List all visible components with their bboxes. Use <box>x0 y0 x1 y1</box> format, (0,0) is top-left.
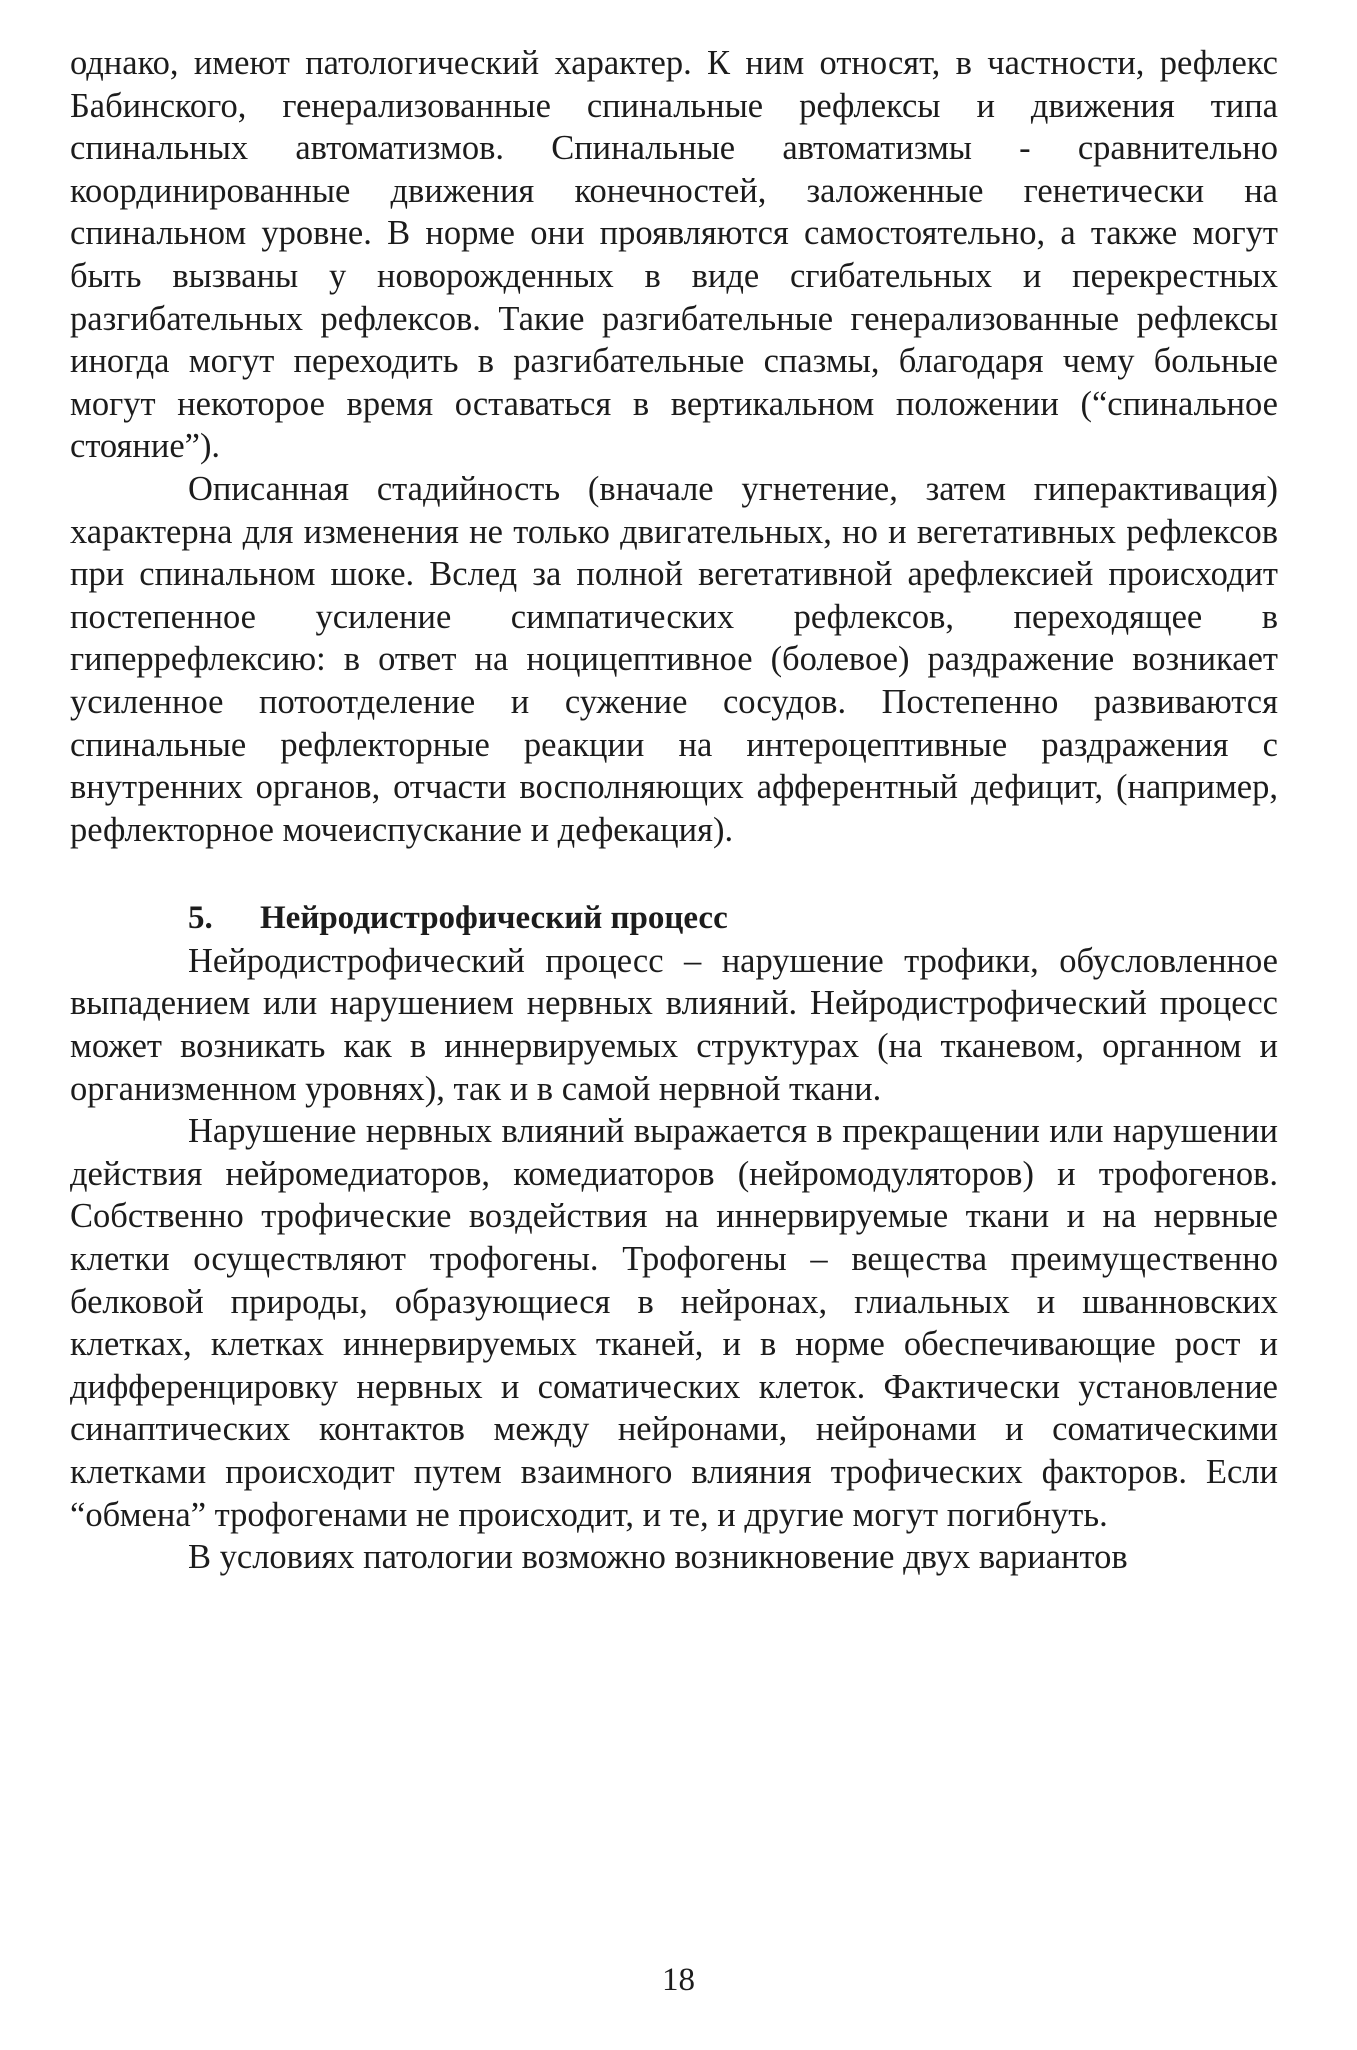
paragraph-definition: Нейродистрофический процесс – нарушение трофики, обусловленное выпадением или нарушением нервных влияний. Нейродистрофический процесс может возникать как в иннервируемых структурах (на тканевом, органном и организменном уровнях), так и в самой нервной ткани. <box>70 941 1278 1108</box>
page-body <box>70 42 1278 1579</box>
section-heading <box>70 897 1278 940</box>
section-title: Нейродистрофический процесс <box>260 900 728 937</box>
paragraph-continuation: однако, имеют патологический характер. К ним относят, в частности, рефлекс Бабинского, генерализованные спинальные рефлексы и движения типа спинальных автоматизмов. Спинальные автоматизмы - сравнительно координированные движения конечностей, заложенные генетически на спинальном уровне. В норме они проявляются самостоятельно, а также могут быть вызваны у новорожденных в виде сгибательных и перекрестных разгибательных рефлексов. Такие разгибательные генерализованные рефлексы иногда могут переходить в разгибательные спазмы, благодаря чему больные могут некоторое время оставаться в вертикальном положении (“спинальное стояние”). <box>70 44 1278 466</box>
paragraph-trophogens: Нарушение нервных влияний выражается в прекращении или нарушении действия нейромедиаторов, комедиаторов (нейромодуляторов) и трофогенов. Собственно трофические воздействия на иннервируемые ткани и на нервные клетки осуществляют трофогены. Трофогены – вещества преимущественно белковой природы, образующиеся в нейронах, глиальных и шванновских клетках, клетках иннервируемых тканей, и в норме обеспечивающие рост и дифференцировку нервных и соматических клеток. Фактически установление синаптических контактов между нейронами, нейронами и соматическими клетками происходит путем взаимного влияния трофических факторов. Если “обмена” трофогенами не происходит, и те, и другие могут погибнуть. <box>70 1112 1278 1534</box>
paragraph-pathology: В условиях патологии возможно возникновение двух вариантов <box>188 1538 1128 1577</box>
page-number: 18 <box>662 1962 695 1998</box>
section-spacer <box>70 851 1278 897</box>
paragraph-staging: Описанная стадийность (вначале угнетение, затем гиперактивация) характерна для изменения не только двигательных, но и вегетативных рефлексов при спинальном шоке. Вслед за полной вегетативной арефлексией происходит постепенное усиление симпатических рефлексов, переходящее в гиперрефлексию: в ответ на ноцицептивное (болевое) раздражение возникает усиленное потоотделение и сужение сосудов. Постепенно развиваются спинальные рефлекторные реакции на интероцептивные раздражения с внутренних органов, отчасти восполняющих афферентный дефицит, (например, рефлекторное мочеиспускание и дефекация). <box>70 469 1278 849</box>
section-number: 5. <box>188 900 213 937</box>
